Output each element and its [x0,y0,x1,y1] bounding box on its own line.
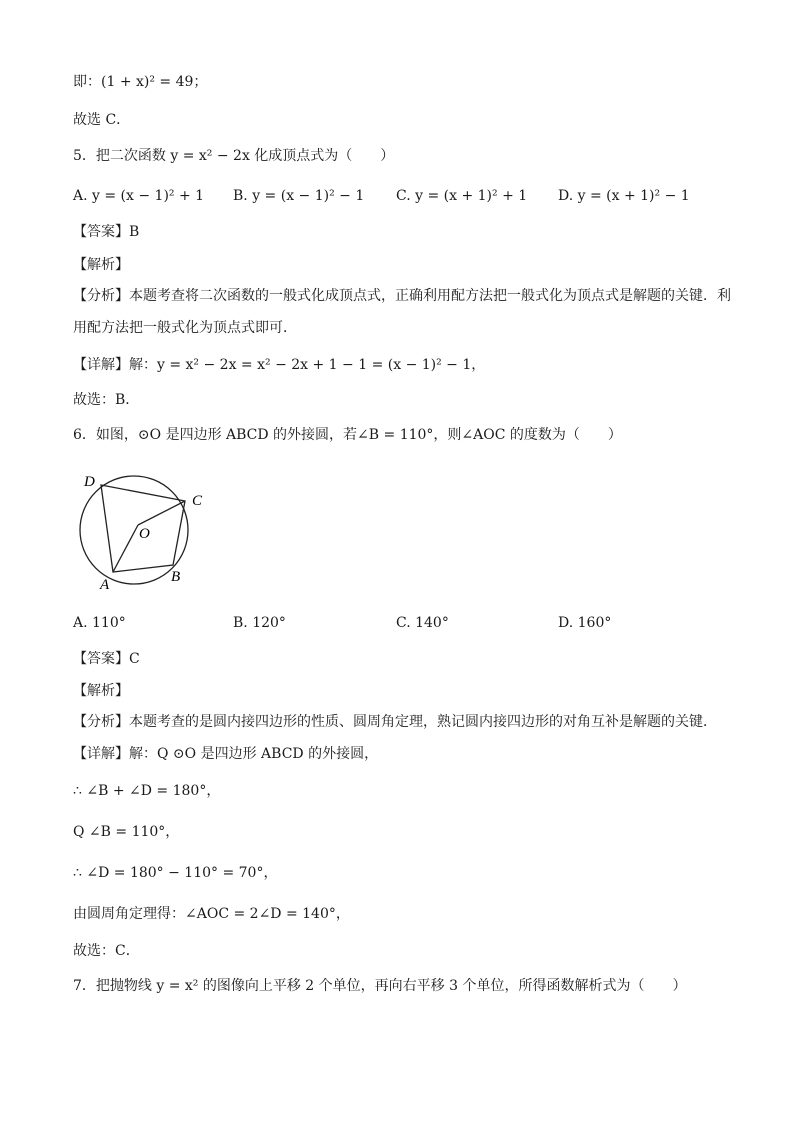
analysis-5-line-1: 【分析】本题考查将二次函数的一般式化成顶点式，正确利用配方法把一般式化为顶点式是解题的关键．利 [73,288,731,304]
answer-5: 【答案】B [73,224,140,240]
analysis-5-line-2: 用配方法把一般式化为顶点式即可． [73,320,297,336]
label-b: B [171,569,181,585]
circle-o [80,476,188,584]
step-1: ∴ ∠B + ∠D = 180°， [73,783,221,799]
question-5: 5．把二次函数 y = x² − 2x 化成顶点式为（ ） [73,148,395,164]
answer-6: 【答案】C [73,651,140,667]
analysis-6: 【分析】本题考查的是圆内接四边形的性质、圆周角定理，熟记圆内接四边形的对角互补是解题的关键． [73,714,717,730]
detail-6: 【详解】解：Q ⊙O 是四边形 ABCD 的外接圆， [73,746,379,762]
analysis-heading-6: 【解析】 [73,683,129,699]
q6-option-d: D. 160° [558,615,612,631]
segment-oc [138,501,185,525]
q5-option-a: A. y = (x − 1)² + 1 [73,188,205,204]
circle-quadrilateral-figure [72,468,222,598]
step-3: ∴ ∠D = 180° − 110° = 70°， [73,865,278,881]
q5-option-d: D. y = (x + 1)² − 1 [558,188,690,204]
q5-option-c: C. y = (x + 1)² + 1 [396,188,528,204]
analysis-heading-5: 【解析】 [73,257,129,273]
choose-5: 故选：B． [73,392,140,408]
segment-ao [113,525,138,572]
q6-option-c: C. 140° [396,615,449,631]
q6-option-b: B. 120° [233,615,286,631]
label-a: A [100,577,110,593]
detail-5: 【详解】解：y = x² − 2x = x² − 2x + 1 − 1 = (x − 1)² − 1， [73,357,486,373]
text-line-equation: 即：(1 + x)² = 49； [73,74,208,90]
label-c: C [192,493,203,509]
step-2: Q ∠B = 110°， [73,824,180,840]
q5-option-b: B. y = (x − 1)² − 1 [233,188,365,204]
question-7: 7．把抛物线 y = x² 的图像向上平移 2 个单位，再向右平移 3 个单位，所得函数解析式为（ ） [73,978,687,994]
question-6: 6．如图，⊙O 是四边形 ABCD 的外接圆，若∠B = 110°，则∠AOC 的度数为（ ） [73,427,622,443]
label-o: O [139,526,150,542]
choose-6: 故选：C． [73,943,140,959]
text-line-choice-c: 故选 C． [73,112,131,128]
q6-option-a: A. 110° [73,615,126,631]
label-d: D [84,474,95,490]
step-4: 由圆周角定理得：∠AOC = 2∠D = 140°， [73,906,350,922]
